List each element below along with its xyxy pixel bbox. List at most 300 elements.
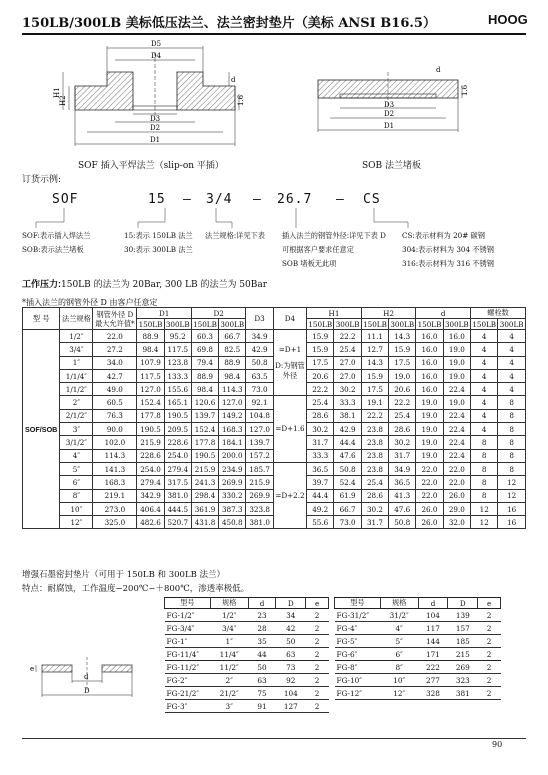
gasket-cell: FG-1″ (165, 635, 211, 648)
table-cell: 228.6 (164, 436, 191, 449)
table-cell: 82.5 (219, 343, 246, 356)
table-cell: 39.7 (307, 476, 334, 489)
table-cell: 2/1/2″ (60, 409, 93, 422)
table-cell: 323.8 (246, 502, 273, 515)
gasket-row (335, 609, 501, 622)
gasket-row (165, 648, 329, 661)
table-cell: 104.8 (246, 409, 273, 422)
order-legend-1: SOF:表示插入焊法兰 (22, 231, 91, 240)
table-cell: 361.9 (191, 502, 218, 515)
d4-cell: =D+2.2 (273, 462, 306, 528)
table-cell: 215.9 (191, 462, 218, 475)
gasket-label-e: e (30, 665, 35, 673)
label-d1: D1 (150, 136, 161, 144)
table-cell: 79.4 (191, 356, 218, 369)
table-cell: 234.9 (219, 462, 246, 475)
gasket-cell: 11/4″ (210, 648, 248, 661)
table-cell: 60.3 (191, 330, 218, 343)
sob-label-d2: D2 (384, 110, 395, 118)
order-part-size: 3/4 (206, 192, 233, 207)
label-d3: D3 (150, 115, 161, 123)
table-cell: 15.9 (361, 369, 388, 382)
table-cell: 49.2 (307, 502, 334, 515)
table-cell: 3/1/2″ (60, 436, 93, 449)
label-thickness: 1.6 (237, 94, 245, 106)
table-cell: 381.0 (164, 489, 191, 502)
sob-label-d1: D1 (384, 122, 395, 130)
table-cell: 215.9 (246, 476, 273, 489)
table-cell: 22.4 (443, 409, 470, 422)
gasket-cell: 222 (418, 661, 448, 674)
sob-flange-drawing (300, 58, 475, 144)
page-title: 150LB/300LB 美标低压法兰、法兰密封垫片（美标 ANSI B16.5） (22, 16, 436, 31)
table-cell: 406.4 (137, 502, 164, 515)
table-cell: 16 (498, 516, 526, 529)
table-cell: 149.2 (219, 409, 246, 422)
order-sep-1: – (183, 192, 192, 207)
sob-label-d3: D3 (384, 101, 395, 109)
table-cell: 76.3 (93, 409, 137, 422)
gasket-cell: 3″ (210, 700, 248, 713)
table-cell: 22.2 (334, 330, 361, 343)
col-d1-300: 300LB (165, 319, 190, 329)
col-h2-150: 150LB (363, 319, 387, 329)
gasket-cell: FG-3″ (165, 700, 211, 713)
gasket-cell: 11/2″ (210, 661, 248, 674)
gasket-cell: 117 (418, 622, 448, 635)
table-cell: 17.5 (361, 383, 388, 396)
table-cell: 4 (471, 396, 498, 409)
table-cell: 66.7 (219, 330, 246, 343)
order-legend-11: 316:表示材料为 316 不锈钢 (402, 259, 494, 268)
table-cell: 141.3 (93, 462, 137, 475)
table-cell: 177.8 (191, 436, 218, 449)
table-cell: 22.4 (443, 423, 470, 436)
table-cell: 19.0 (416, 449, 443, 462)
gasket-row (165, 674, 329, 687)
gasket-cell: 277 (418, 674, 448, 687)
table-cell: 4″ (60, 449, 93, 462)
sob-caption: SOB 法兰堵板 (362, 161, 422, 171)
table-cell: 30.2 (389, 436, 416, 449)
table-cell: 69.8 (191, 343, 218, 356)
table-cell: 279.4 (164, 462, 191, 475)
gasket-cell: 2 (478, 687, 501, 700)
table-cell: 28.6 (307, 409, 334, 422)
table-cell: 29.0 (443, 502, 470, 515)
gasket-cell: 73 (276, 661, 306, 674)
gasket-row (335, 635, 501, 648)
table-cell: 19.0 (443, 396, 470, 409)
gasket-cell: 50 (276, 635, 306, 648)
table-cell: 30.2 (307, 423, 334, 436)
table-cell: 139.7 (191, 409, 218, 422)
table-cell: 190.5 (164, 409, 191, 422)
col-d4: D4 (273, 308, 306, 330)
gasket-cell: 28 (248, 622, 276, 635)
table-cell: 33.3 (307, 449, 334, 462)
gasket-cell: 2 (306, 687, 329, 700)
d4-formula: =D+1 (278, 344, 302, 354)
table-cell: 60.5 (93, 396, 137, 409)
table-cell: 31.7 (389, 449, 416, 462)
gasket-cell: FG-1/2″ (165, 609, 211, 622)
gasket-cell: 157 (448, 622, 478, 635)
table-cell: 38.1 (334, 409, 361, 422)
gasket-cell: 2 (306, 622, 329, 635)
table-cell: 27.0 (334, 356, 361, 369)
order-legend-6: SOB:表示法兰堵板 (22, 245, 84, 254)
gasket-cell: 2 (478, 635, 501, 648)
table-cell: 30.2 (334, 383, 361, 396)
table-cell: 8 (471, 476, 498, 489)
label-d4: D4 (151, 52, 162, 60)
table-cell: 12.7 (361, 343, 388, 356)
table-row (23, 462, 526, 475)
gasket-cell: 5″ (380, 635, 418, 648)
table-cell: 27.2 (93, 343, 137, 356)
table-cell: 5″ (60, 462, 93, 475)
table-cell: 269.9 (246, 489, 273, 502)
table-cell: 17.5 (389, 356, 416, 369)
table-cell: 11.1 (361, 330, 388, 343)
gasket-cell: FG-3/4″ (165, 622, 211, 635)
header-rule (22, 33, 526, 35)
gasket-cell: 92 (276, 674, 306, 687)
gasket-cell: 2 (306, 609, 329, 622)
col-d-150: 150LB (417, 319, 442, 329)
table-cell: 15.9 (389, 343, 416, 356)
gasket-feature: 特点：耐腐蚀，工作温度−200℃~＋800℃，渗透率极低。 (22, 584, 250, 594)
gasket-cell: FG-5″ (335, 635, 381, 648)
gasket-cell: 2 (478, 661, 501, 674)
table-cell: 12 (498, 489, 526, 502)
gasket-cell: 6″ (380, 648, 418, 661)
gasket-cell: 4″ (380, 622, 418, 635)
table-cell: 23.8 (361, 436, 388, 449)
gasket-cell: 35 (248, 635, 276, 648)
table-cell: 12″ (60, 516, 93, 529)
col-h2: H2 (361, 308, 416, 319)
table-cell: 3/4″ (60, 343, 93, 356)
table-cell: 444.5 (164, 502, 191, 515)
col-d: d (416, 308, 471, 319)
table-cell: 22.0 (416, 476, 443, 489)
gasket-cell: 1″ (210, 635, 248, 648)
table-cell: 26.0 (443, 489, 470, 502)
table-cell: 215.9 (137, 436, 164, 449)
gasket-cell: FG-12″ (335, 687, 381, 700)
table-cell: 27.0 (334, 369, 361, 382)
table-cell: 22.0 (443, 476, 470, 489)
table-cell: 98.4 (137, 343, 164, 356)
table-cell: 317.5 (164, 476, 191, 489)
gasket-cell: FG-2″ (165, 674, 211, 687)
gasket-cell: FG-6″ (335, 648, 381, 661)
gasket-row (165, 661, 329, 674)
table-cell: 19.0 (416, 396, 443, 409)
gasket-col-header: d (248, 598, 276, 609)
order-title: 订货示例: (22, 175, 62, 185)
gasket-cell: 2 (478, 648, 501, 661)
order-part-material: CS (363, 192, 381, 207)
d4-note: D:为钢管外径 (275, 360, 305, 380)
gasket-cell: FG-21/2″ (165, 687, 211, 700)
table-cell: 98.4 (191, 383, 218, 396)
table-cell: 219.1 (93, 489, 137, 502)
table-cell: 4 (471, 383, 498, 396)
col-d3: D3 (246, 308, 273, 330)
table-cell: 4 (498, 356, 526, 369)
table-cell: 49.0 (93, 383, 137, 396)
table-cell: 31.7 (361, 516, 388, 529)
order-part-type: SOF (52, 192, 79, 207)
gasket-cell: 2 (306, 700, 329, 713)
table-cell: 200.0 (219, 449, 246, 462)
gasket-table-right (334, 597, 501, 700)
table-cell: 168.3 (219, 423, 246, 436)
table-cell: 36.5 (389, 476, 416, 489)
table-cell: 63.5 (246, 369, 273, 382)
col-h1-300: 300LB (335, 319, 360, 329)
gasket-cell: 2 (306, 648, 329, 661)
table-cell: 8 (471, 449, 498, 462)
table-cell: 4 (498, 343, 526, 356)
table-cell: 4 (498, 369, 526, 382)
table-cell: 8″ (60, 489, 93, 502)
table-row (23, 396, 526, 409)
table-cell: 19.0 (416, 423, 443, 436)
col-pipe-od: 钢管外径 D 最大允许值* (93, 308, 137, 330)
gasket-cell: FG-4″ (335, 622, 381, 635)
table-cell: 42.7 (93, 369, 137, 382)
table-cell: 34.0 (93, 356, 137, 369)
table-cell: 22.0 (93, 330, 137, 343)
gasket-cell: 185 (448, 635, 478, 648)
order-legend-10: SOB 堵板无此项 (282, 259, 337, 268)
table-cell: 431.8 (191, 516, 218, 529)
gasket-cell: 34 (276, 609, 306, 622)
label-h2: H2 (59, 95, 67, 106)
gasket-title: 增强石墨密封垫片（可用于 150LB 和 300LB 法兰） (22, 570, 226, 580)
gasket-cell: 75 (248, 687, 276, 700)
table-cell: 16.0 (416, 343, 443, 356)
gasket-col-header: 规格 (380, 598, 418, 609)
table-cell: 8 (498, 423, 526, 436)
gasket-cell: 2 (306, 635, 329, 648)
table-cell: 8 (498, 409, 526, 422)
gasket-row (335, 674, 501, 687)
table-cell: 25.4 (361, 476, 388, 489)
gasket-col-header: d (418, 598, 448, 609)
table-cell: 22.2 (307, 383, 334, 396)
sob-label-d: d (436, 66, 441, 74)
gasket-cell: 3/4″ (210, 622, 248, 635)
table-cell: 41.3 (389, 489, 416, 502)
d4-cell (273, 330, 306, 396)
table-cell: 8 (498, 396, 526, 409)
table-cell: 190.5 (191, 449, 218, 462)
table-cell: 34.9 (389, 462, 416, 475)
table-cell: 4 (471, 409, 498, 422)
label-d2: D2 (150, 124, 161, 132)
table-cell: 15.9 (307, 330, 334, 343)
table-cell: 127.0 (219, 396, 246, 409)
table-cell: 4 (471, 369, 498, 382)
table-cell: 4 (471, 330, 498, 343)
table-cell: 14.3 (361, 356, 388, 369)
table-cell: 133.3 (164, 369, 191, 382)
table-cell: 88.9 (191, 369, 218, 382)
table-cell: 19.0 (389, 369, 416, 382)
gasket-row (335, 661, 501, 674)
gasket-row (165, 622, 329, 635)
d4-cell: =D+1.6 (273, 396, 306, 462)
gasket-cell: FG-31/2″ (335, 609, 381, 622)
table-cell: 20.6 (389, 383, 416, 396)
gasket-cell: 44 (248, 648, 276, 661)
order-legend-9: 304:表示材料为 304 不锈钢 (402, 245, 494, 254)
table-cell: 4 (498, 330, 526, 343)
table-cell: 387.3 (219, 502, 246, 515)
table-cell: 6″ (60, 476, 93, 489)
table-cell: 1/1/2″ (60, 383, 93, 396)
working-pressure-text: 150LB 的法兰为 20Bar, 300 LB 的法兰为 50Bar (61, 280, 268, 290)
table-cell: 32.0 (443, 516, 470, 529)
gasket-row (165, 635, 329, 648)
gasket-col-header: 型号 (335, 598, 381, 609)
col-bolts-150: 150LB (472, 319, 497, 329)
table-cell: 107.9 (137, 356, 164, 369)
table-cell: 26.0 (416, 516, 443, 529)
col-d2-300: 300LB (220, 319, 245, 329)
col-type: 型 号 (23, 308, 60, 330)
working-pressure-label: 工作压力: (22, 279, 61, 289)
table-cell: 123.8 (164, 356, 191, 369)
gasket-col-header: D (448, 598, 478, 609)
gasket-col-header: 规格 (210, 598, 248, 609)
order-legend-8: 可根据客户要求任意定 (282, 245, 354, 254)
type-cell: SOF/SOB (23, 330, 60, 529)
sof-flange-drawing (55, 42, 255, 154)
gasket-col-header: D (276, 598, 306, 609)
table-cell: 8 (498, 462, 526, 475)
order-legend-5: CS:表示材料为 20# 碳钢 (402, 231, 485, 240)
gasket-cell: 127 (276, 700, 306, 713)
label-d5: D5 (151, 40, 162, 48)
table-cell: 26.0 (416, 502, 443, 515)
order-code (52, 192, 492, 208)
table-cell: 157.2 (246, 449, 273, 462)
table-cell: 16.0 (416, 330, 443, 343)
table-cell: 120.6 (191, 396, 218, 409)
table-cell: 381.0 (246, 516, 273, 529)
gasket-cell: 2″ (210, 674, 248, 687)
table-note: *插入法兰的钢管外径 D 由客户任意定 (22, 298, 158, 307)
sob-label-thickness: 1.6 (461, 84, 469, 96)
table-cell: 228.6 (137, 449, 164, 462)
gasket-cell: 2 (478, 622, 501, 635)
order-legend-2: 15:表示 150LB 法兰 (124, 231, 193, 240)
table-cell: 50.8 (334, 462, 361, 475)
table-cell: 23.8 (361, 449, 388, 462)
gasket-cell: 8″ (380, 661, 418, 674)
table-cell: 127.0 (246, 423, 273, 436)
table-cell: 31.7 (307, 436, 334, 449)
table-cell: 73.0 (334, 516, 361, 529)
table-cell: 127.0 (137, 383, 164, 396)
gasket-cell: 2 (306, 674, 329, 687)
gasket-cell: 12″ (380, 687, 418, 700)
table-cell: 22.4 (443, 436, 470, 449)
table-cell: 30.2 (361, 502, 388, 515)
table-cell: 330.2 (219, 489, 246, 502)
table-cell: 165.1 (164, 396, 191, 409)
gasket-cell: 1/2″ (210, 609, 248, 622)
gasket-cell: FG-10″ (335, 674, 381, 687)
table-cell: 47.6 (334, 449, 361, 462)
table-cell: 1/1/4″ (60, 369, 93, 382)
table-cell: 342.9 (137, 489, 164, 502)
table-cell: 88.9 (137, 330, 164, 343)
order-sep-3: – (336, 192, 345, 207)
gasket-cell: FG-11/2″ (165, 661, 211, 674)
col-d1: D1 (137, 308, 192, 319)
table-cell: 241.3 (191, 476, 218, 489)
table-cell: 20.6 (307, 369, 334, 382)
gasket-cell: 31/2″ (380, 609, 418, 622)
gasket-cell: 10″ (380, 674, 418, 687)
table-cell: 19.1 (361, 396, 388, 409)
gasket-drawing (30, 655, 145, 725)
table-cell: 42.9 (246, 343, 273, 356)
table-cell: 22.2 (361, 409, 388, 422)
table-cell: 25.4 (389, 409, 416, 422)
table-cell: 209.5 (164, 423, 191, 436)
label-d: d (231, 76, 236, 84)
table-cell: 19.0 (443, 343, 470, 356)
gasket-cell: 91 (248, 700, 276, 713)
table-cell: 8 (498, 436, 526, 449)
table-cell: 90.0 (93, 423, 137, 436)
footer-rule (22, 738, 526, 739)
gasket-cell: 2 (478, 674, 501, 687)
table-cell: 52.4 (334, 476, 361, 489)
table-cell: 520.7 (164, 516, 191, 529)
order-legend-7: 30:表示 300LB 法兰 (124, 245, 193, 254)
table-cell: 117.5 (164, 343, 191, 356)
gasket-cell: 171 (418, 648, 448, 661)
table-cell: 8 (471, 489, 498, 502)
table-cell: 3″ (60, 423, 93, 436)
table-cell: 177.8 (137, 409, 164, 422)
table-cell: 4 (471, 343, 498, 356)
table-cell: 28.6 (361, 489, 388, 502)
table-cell: 19.0 (416, 409, 443, 422)
table-cell: 23.8 (361, 423, 388, 436)
table-cell: 16.0 (416, 369, 443, 382)
table-cell: 152.4 (191, 423, 218, 436)
table-cell: 168.3 (93, 476, 137, 489)
col-spec: 法兰规格 (60, 308, 93, 330)
order-legend-4: 插入法兰的钢管外径:详见下表 D (282, 231, 386, 240)
gasket-col-header: e (478, 598, 501, 609)
table-cell: 16.0 (416, 356, 443, 369)
table-cell: 25.4 (307, 396, 334, 409)
gasket-col-header: 型号 (165, 598, 211, 609)
gasket-label-outer-d: D (84, 687, 90, 695)
table-cell: 273.0 (93, 502, 137, 515)
